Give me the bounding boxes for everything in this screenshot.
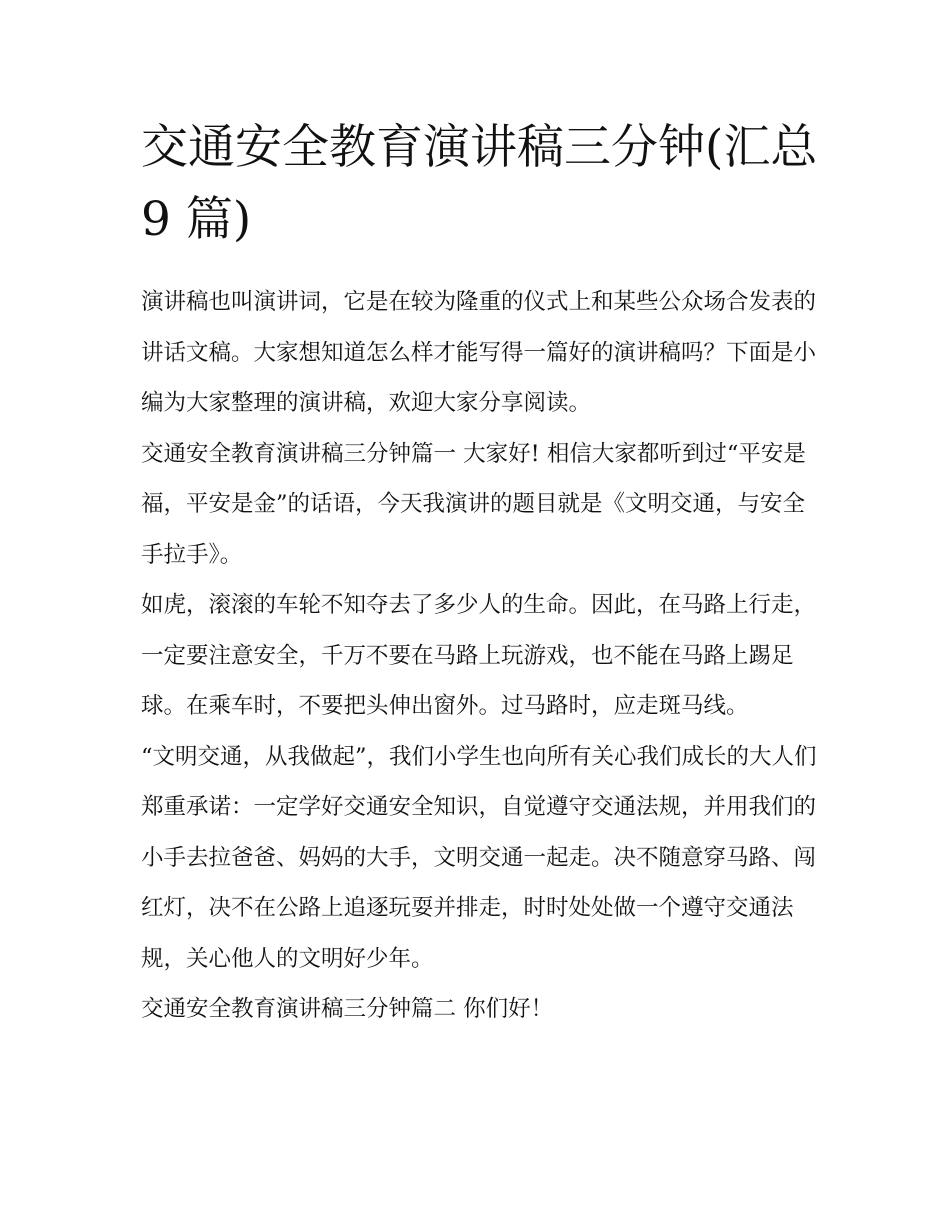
paragraph-pledge: “文明交通，从我做起”，我们小学生也向所有关心我们成长的大人们郑重承诺：一定学好交通安全知识，自觉遵守交通法规，并用我们的小手去拉爸爸、妈妈的大手，文明交通一起走。决不随意穿马路、闯红灯，决不在公路上追逐玩耍并排走，时时处处做一个遵守交通法规，关心他人的文明好少年。 <box>141 743 817 972</box>
document-body <box>141 277 821 1035</box>
paragraph-speech-two-opening: 交通安全教育演讲稿三分钟篇二 你们好！ <box>141 996 554 1022</box>
document-title: 交通安全教育演讲稿三分钟(汇总 9 篇) <box>141 120 818 247</box>
paragraph-safety-advice: 如虎，滚滚的车轮不知夺去了多少人的生命。因此，在马路上行走，一定要注意安全，千万不要在马路上玩游戏，也不能在马路上踢足球。在乘车时，不要把头伸出窗外。过马路时，应走斑马线。 <box>141 592 817 719</box>
paragraph-speech-one-opening: 交通安全教育演讲稿三分钟篇一 大家好! 相信大家都听到过“平安是福，平安是金”的话语，今天我演讲的题目就是《文明交通，与安全手拉手》。 <box>141 440 806 568</box>
paragraph-intro: 演讲稿也叫演讲词，它是在较为隆重的仪式上和某些公众场合发表的讲话文稿。大家想知道怎么样才能写得一篇好的演讲稿吗？下面是小编为大家整理的演讲稿，欢迎大家分享阅读。 <box>141 289 817 416</box>
